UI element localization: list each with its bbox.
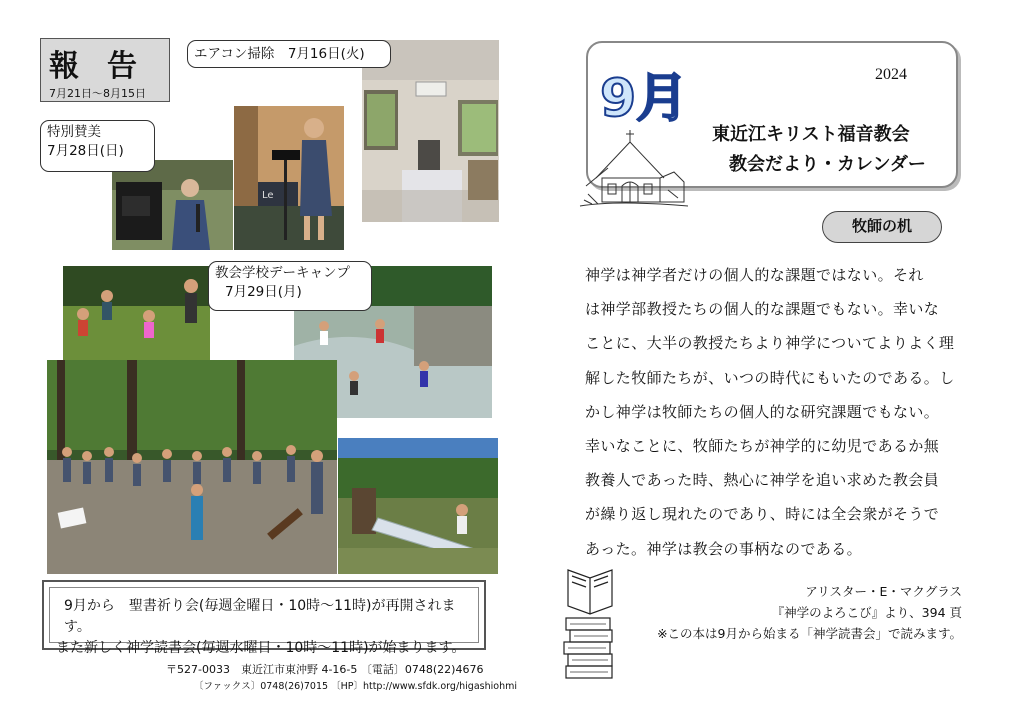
essay-line: かし神学は牧師たちの個人的な研究課題でもない。	[585, 402, 940, 421]
month-title: 9月	[600, 69, 689, 129]
address-line-2: 〔ファックス〕0748(26)7015 〔HP〕http://www.sfdk.org/higashiohmi	[194, 681, 517, 692]
report-title: 報告	[49, 49, 165, 84]
essay-line: が繰り返し現れたのであり、時には全会衆がそうで	[585, 505, 940, 524]
report-tab	[40, 38, 170, 102]
citation	[657, 581, 962, 644]
singer-stage-photo	[234, 106, 344, 250]
day-camp-date: 7月29日(月)	[225, 284, 302, 300]
citation-note: ※この本は9月から始まる「神学読書会」で読みます。	[657, 626, 962, 641]
special-praise-title: 特別賛美	[47, 124, 101, 140]
book-stack-icon	[560, 566, 620, 682]
column-label: 牧師の机	[822, 211, 942, 243]
aircon-cleaning-callout	[187, 40, 391, 68]
essay-line: 幸いなことに、牧師たちが神学的に幼児であるか無	[585, 437, 940, 456]
stage-backdrop-text: Le	[262, 190, 274, 201]
special-praise-callout	[40, 120, 155, 172]
church-name: 東近江キリスト福音教会	[712, 124, 910, 145]
essay-line: 神学は神学者だけの個人的な課題ではない。それ	[585, 266, 924, 284]
essay-line: ことに、大半の教授たちより神学についてよりよく理	[585, 334, 955, 353]
group-forest-photo	[47, 360, 337, 574]
newsletter-title: 教会だより・カレンダー	[729, 154, 926, 175]
aircon-cleaning-label: エアコン掃除 7月16日(火)	[194, 46, 365, 62]
day-camp-title: 教会学校デーキャンプ	[215, 265, 350, 281]
church-sketch-icon	[578, 128, 690, 210]
church-address	[166, 661, 517, 695]
essay-line: 解した牧師たちが、いつの時代にもいたのである。し	[585, 368, 955, 387]
year-label: 2024	[875, 66, 907, 83]
essay-line: あった。神学は教会の事柄なのである。	[585, 539, 863, 558]
report-period: 7月21日～8月15日	[49, 87, 146, 100]
announcement-line-1: 9月から 聖書祈り会(毎週金曜日・10時～11時)が再開されます。	[64, 598, 456, 635]
slide-play-photo	[338, 438, 498, 574]
citation-source: 『神学のよろこび』より、394 頁	[771, 605, 962, 620]
announcement-line-2: また新しく神学読書会(毎週水曜日・10時～11時)が始まります。	[56, 640, 466, 656]
citation-author: アリスター・E・マクグラス	[805, 584, 962, 599]
day-camp-callout	[208, 261, 372, 311]
special-praise-date: 7月28日(日)	[47, 143, 124, 159]
piano-performance-photo	[112, 160, 233, 250]
announcement-box	[42, 580, 486, 656]
column-essay	[585, 258, 963, 566]
essay-line: 教養人であった時、熱心に神学を追い求めた教会員	[585, 471, 940, 490]
essay-line: は神学部教授たちの個人的な課題でもない。幸いな	[585, 300, 940, 319]
address-line-1: 〒527-0033 東近江市東沖野 4-16-5 〔電話〕0748(22)4676	[166, 663, 484, 676]
